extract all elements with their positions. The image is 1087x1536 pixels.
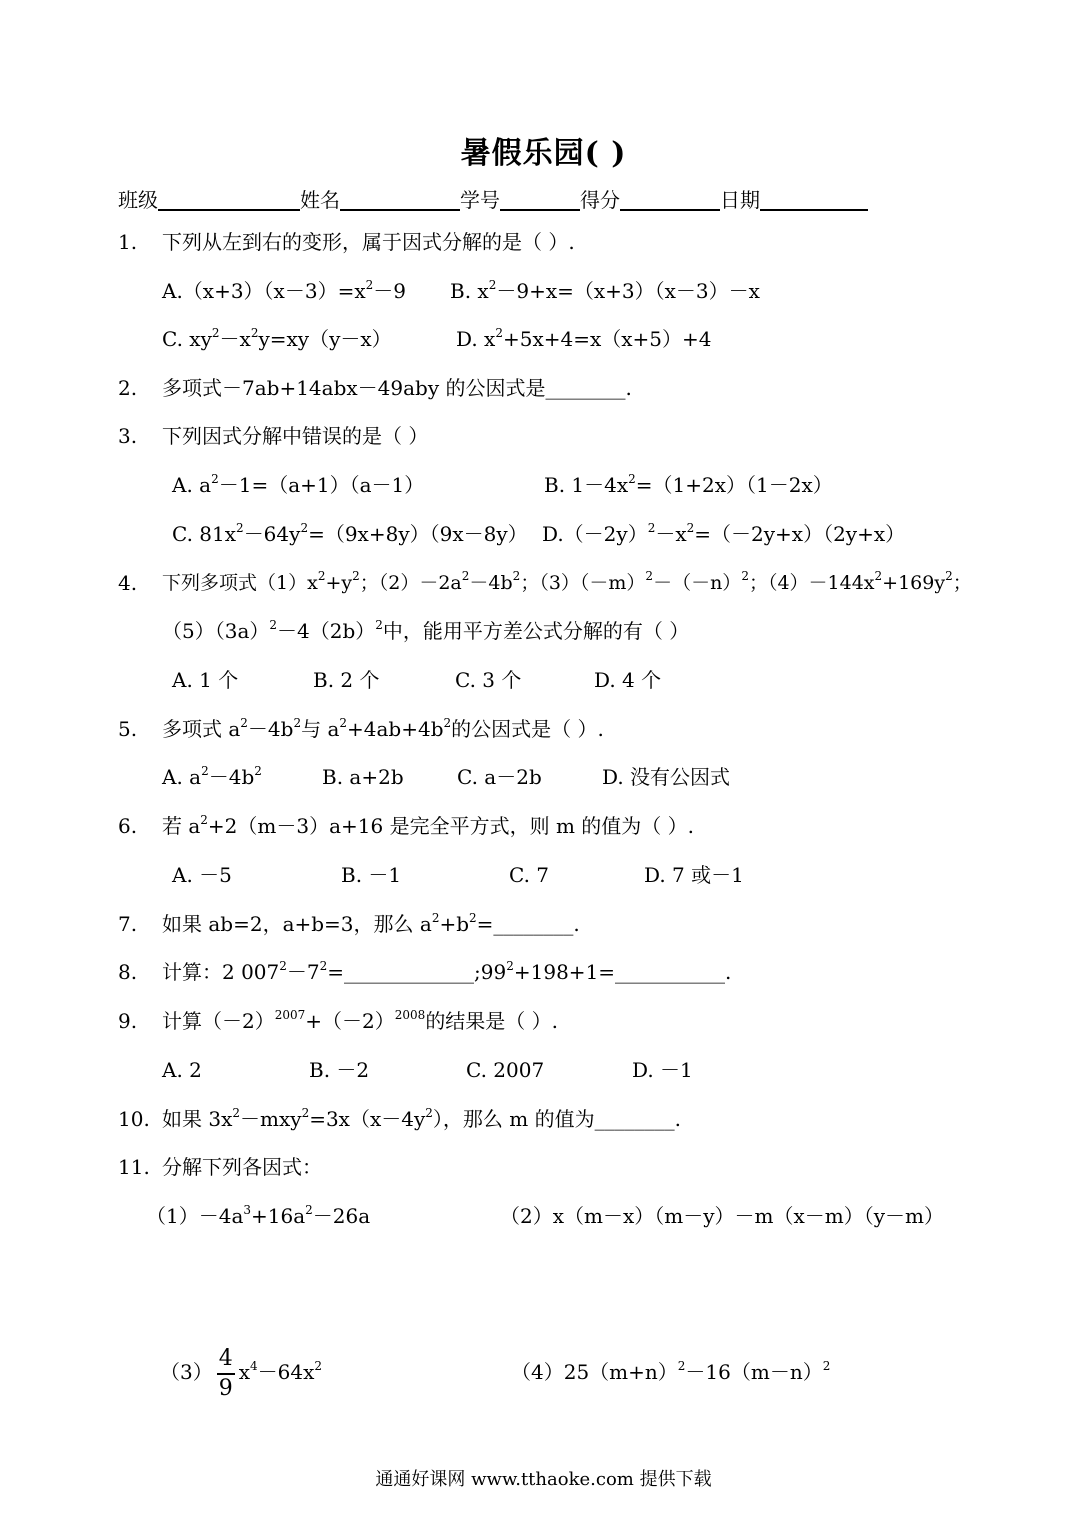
name-blank [340,189,460,211]
name-label: 姓名 [300,188,340,212]
question-stem: 多项式 $a^2-4b^2$与 $a^2+4ab+4b^2$的公因式是（ ）. [162,716,604,741]
sub-question-2: （2）x（m－x）（m－y）－m（x－m）（y－m） [500,1204,944,1228]
option-d: D. 没有公因式 [602,765,731,789]
question-number: 6. [118,814,138,838]
date-blank [760,189,868,211]
option-b: B. 2 个 [313,668,380,692]
sub-question-1: $(1)-4a^3+16a^2-26a$ [146,1203,371,1228]
sub-question-4: $(4)25(m+n)^2-16(m-n)^2$ [511,1359,831,1384]
score-blank [620,189,720,211]
option-b: B. －2 [309,1058,370,1082]
question-stem: 计算$(-2)^{2007}+(-2)^{2008}$的结果是（ ）. [162,1008,559,1033]
option-a: $A.(x+3)(x-3)=x^2-9$ [162,278,406,303]
option-a: A. $a^2-1=(a+1)(a-1)$ [172,472,425,497]
class-blank [158,189,300,211]
option-b: B. $1-4x^2=(1+2x)(1-2x)$ [544,472,833,497]
option-c: C. a－2b [457,765,542,789]
question-stem: 分解下列各因式： [162,1155,322,1179]
option-b: B. a+2b [322,765,404,789]
question-number: 8. [118,960,138,984]
question-number: 10. [118,1107,150,1131]
option-c: C. 2007 [466,1058,545,1082]
question-number: 4. [118,571,138,595]
date-label: 日期 [720,188,760,212]
class-label: 班级 [118,188,158,212]
option-c: C. 7 [509,863,550,887]
option-b: B. －1 [341,863,402,887]
question-number: 9. [118,1009,138,1033]
option-a: A. －5 [172,863,232,887]
header-row [118,186,868,214]
id-blank [500,189,580,211]
question-number: 2. [118,376,138,400]
option-c: C. $81x^2-64y^2=(9x+8y)(9x-8y)$ [172,521,528,546]
question-stem: 下列多项式$(1)x^2+y^2$；$(2)-2a^2-4b^2$；$(3)(-m)^2-(-n)^2$；$(4)-144x^2+169y^2$； [162,569,972,594]
question-number: 1. [118,230,138,254]
question-stem: 计算：2 $007^2-7^2=\_\_\_\_\_\_\_\_\_\_\_\_\_;99^2+198+1=\_\_\_\_\_\_\_\_\_\_\_$. [162,959,732,984]
question-number: 7. [118,912,138,936]
question-number: 11. [118,1155,150,1179]
option-d: D. $x^2+5x+4=x(x+5)+4$ [456,326,712,351]
question-stem: 多项式－7ab+14abx－49aby 的公因式是________. [162,376,632,400]
option-d: D. 7 或－1 [644,863,744,887]
option-a: A. $a^2-4b^2$ [162,764,262,789]
option-d: $D.(-2y)^2-x^2=(-2y+x)(2y+x)$ [542,521,906,546]
question-stem: 下列从左到右的变形，属于因式分解的是（ ）. [162,230,575,254]
question-number: 3. [118,424,138,448]
option-b: B. $x^2-9+x=(x+3)(x-3)-x$ [450,278,760,303]
footer-text: 通通好课网 www.tthaoke.com 提供下载 [375,1469,712,1490]
question-stem-continued: $(5)(3a)^2-4(2b)^2$中，能用平方差公式分解的有（ ） [162,618,690,643]
question-stem: 若 $a^2+2(m-3)a+16$ 是完全平方式，则 m 的值为（ ）. [162,813,694,838]
sub-question-3: （3） $\frac{4}{9}$ $x^4-64x^2$ [160,1345,323,1401]
option-a: A. 2 [162,1058,202,1082]
score-label: 得分 [580,188,620,212]
question-number: 5. [118,717,138,741]
option-c: C. $xy^2-x^2y=xy(y-x)$ [162,326,392,351]
page-title: 暑假乐园( ) [460,136,627,171]
option-a: A. 1 个 [172,668,239,692]
fraction: $\frac{4}{9}$ [218,1345,233,1401]
question-stem: 下列因式分解中错误的是（ ） [162,424,429,448]
option-d: D. －1 [632,1058,693,1082]
question-stem: 如果 $3x^2-mxy^2=3x(x-4y^2)$，那么 m 的值为________. [162,1106,681,1131]
question-stem: 如果 ab=2，a+b=3，那么 $a^2+b^2=\_\_\_\_\_\_\_\_$. [162,911,580,936]
option-d: D. 4 个 [594,668,662,692]
id-label: 学号 [460,188,500,212]
option-c: C. 3 个 [455,668,522,692]
